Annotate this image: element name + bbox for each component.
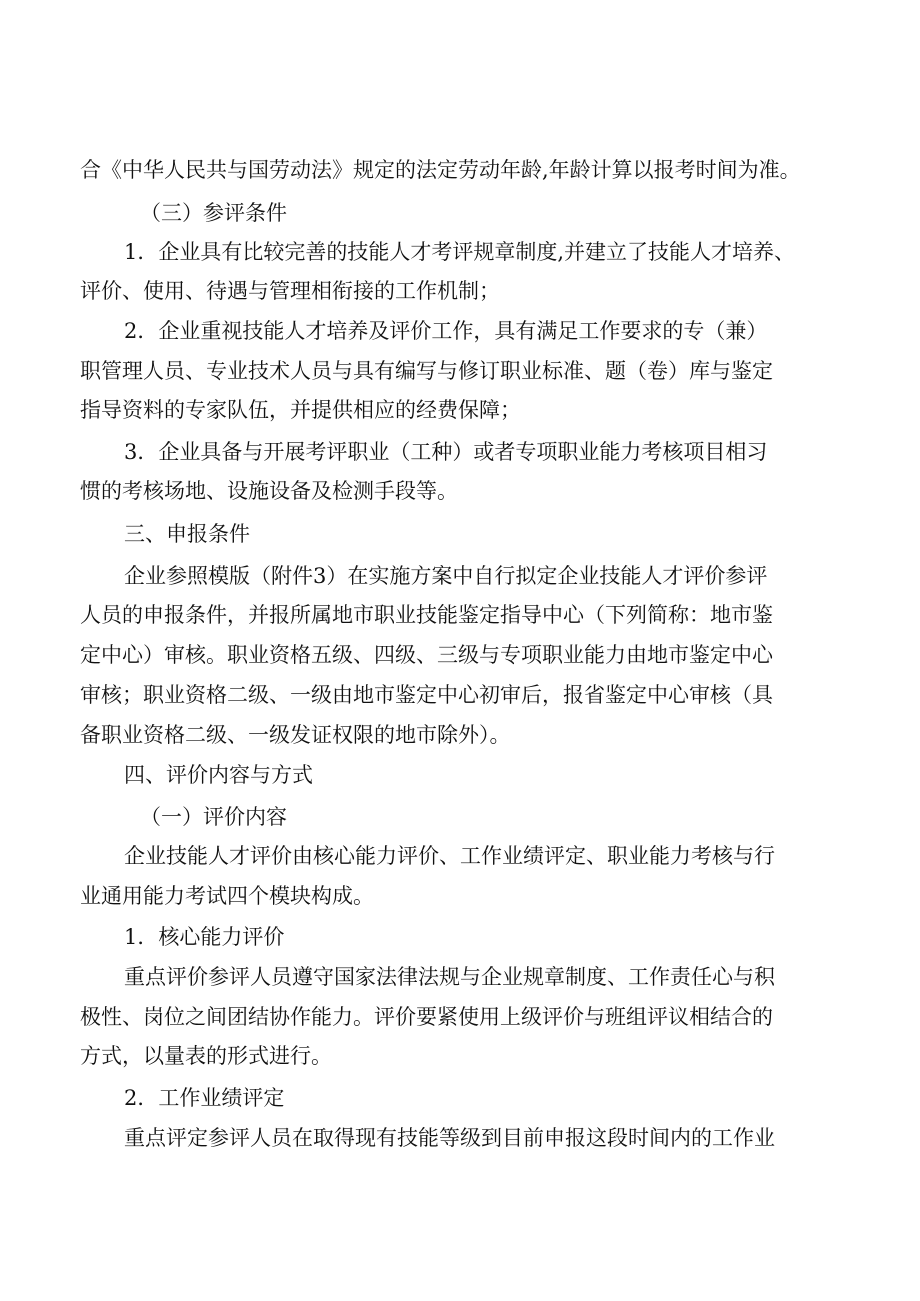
text-line: 审核；职业资格二级、一级由地市鉴定中心初审后，报省鉴定中心审核（具 <box>80 683 773 707</box>
text-line: 3．企业具备与开展考评职业（工种）或者专项职业能力考核项目相习 <box>124 440 768 464</box>
text-line: 定中心）审核。职业资格五级、四级、三级与专项职业能力由地市鉴定中心 <box>80 643 773 667</box>
text-line: 业通用能力考试四个模块构成。 <box>80 884 374 908</box>
section-heading: （三）参评条件 <box>140 201 287 225</box>
text-line: 评价、使用、待遇与管理相衔接的工作机制； <box>80 279 500 303</box>
text-line: 惯的考核场地、设施设备及检测手段等。 <box>80 479 458 503</box>
text-line: 职管理人员、专业技术人员与具有编写与修订职业标准、题（卷）库与鉴定 <box>80 359 773 383</box>
text-line: 极性、岗位之间团结协作能力。评价要紧使用上级评价与班组评议相结合的 <box>80 1005 773 1029</box>
section-heading: 四、评价内容与方式 <box>124 763 313 787</box>
text-line: 2．企业重视技能人才培养及评价工作，具有满足工作要求的专（兼） <box>124 319 768 343</box>
text-line: 备职业资格二级、一级发证权限的地市除外）。 <box>80 723 511 747</box>
text-line: 合《中华人民共与国劳动法》规定的法定劳动年龄,年龄计算以报考时间为准。 <box>80 158 801 182</box>
text-line: 方式，以量表的形式进行。 <box>80 1044 332 1068</box>
text-line: 重点评价参评人员遵守国家法律法规与企业规章制度、工作责任心与积 <box>124 965 775 989</box>
section-heading: （一）评价内容 <box>140 805 287 829</box>
text-line: 人员的申报条件，并报所属地市职业技能鉴定指导中心（下列简称：地市鉴 <box>80 603 773 627</box>
text-line: 指导资料的专家队伍，并提供相应的经费保障； <box>80 398 521 422</box>
section-heading: 2．工作业绩评定 <box>124 1086 285 1110</box>
text-line: 企业技能人才评价由核心能力评价、工作业绩评定、职业能力考核与行 <box>124 844 775 868</box>
text-line: 重点评定参评人员在取得现有技能等级到目前申报这段时间内的工作业 <box>124 1126 775 1150</box>
text-line: 企业参照模版（附件3）在实施方案中自行拟定企业技能人才评价参评 <box>124 564 768 588</box>
section-heading: 三、申报条件 <box>124 522 250 546</box>
section-heading: 1．核心能力评价 <box>124 925 285 949</box>
text-line: 1．企业具有比较完善的技能人才考评规章制度,并建立了技能人才培养、 <box>124 240 796 264</box>
